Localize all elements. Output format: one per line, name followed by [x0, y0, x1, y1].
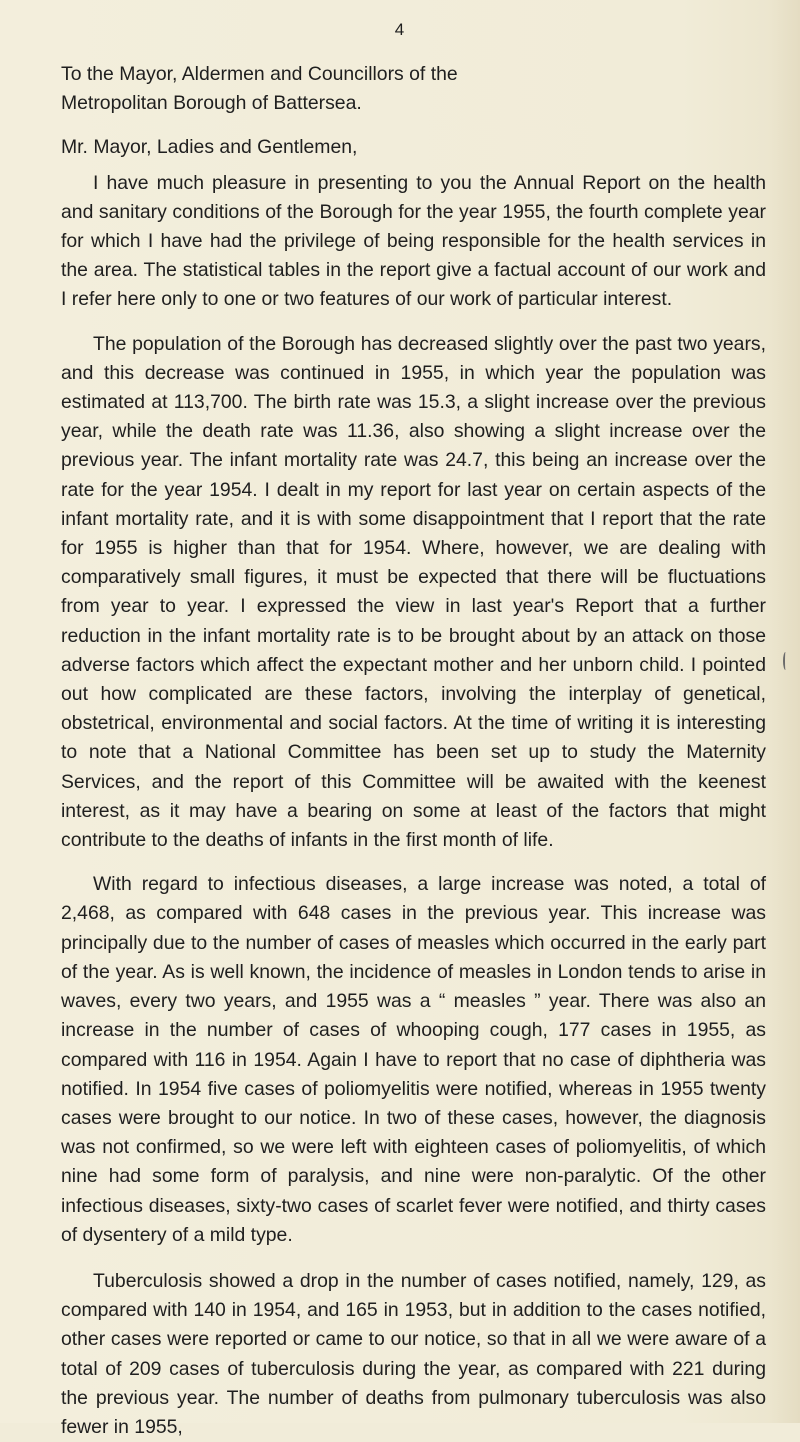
addressee-line-2: Metropolitan Borough of Battersea.	[61, 92, 362, 115]
margin-mark	[783, 652, 788, 670]
paragraph-tuberculosis: Tuberculosis showed a drop in the number of cases notified, namely, 129, as compared with 140 in 1954, and 165 in 1953, but in addition to the cases notified, other cases were reported or came to our notice, so that in all we were aware of a total of 209 cases of tuberculosis during the year, as compared with 221 during the previous year. The number of deaths from pulmonary tuberculosis was also fewer in 1955,	[61, 1269, 766, 1438]
addressee-line-1: To the Mayor, Aldermen and Councillors of the	[61, 63, 458, 85]
letter-body	[61, 60, 766, 1442]
paragraph-population: The population of the Borough has decreased slightly over the past two years, and this decrease was continued in 1955, in which year the population was estimated at 113,700. The birth rate was 15.3, a slight increase over the previous year, while the death rate was 11.36, also showing a slight increase over the previous year. The infant mortality rate was 24.7, this being an increase over the rate for the year 1954. I dealt in my report for last year on certain aspects of the infant mortality rate, and it is with some disappointment that I report that the rate for 1955 is higher than that for 1954. Where, however, we are dealing with comparatively small figures, it must be expected that there will be fluctuations from year to year. I expressed the view in last year's Report that a further reduction in the infant mortality rate is to be brought about by an attack on those adverse factors which affect the expectant mother and her unborn child. I pointed out how complicated are these factors, involving the interplay of genetical, obstetrical, environmental and social factors. At the time of writing it is interesting to note that a National Committee has been set up to study the Maternity Services, and the report of this Committee will be awaited with the keenest interest, as it may have a bearing on some at least of the factors that might contribute to the deaths of infants in the first month of life.	[61, 332, 766, 852]
salutation: Mr. Mayor, Ladies and Gentlemen,	[61, 136, 358, 159]
paragraph-infectious-diseases: With regard to infectious diseases, a large increase was noted, a total of 2,468, as compared with 648 cases in the previous year. This increase was principally due to the number of cases of measles which occurred in the early part of the year. As is well known, the incidence of measles in London tends to arise in waves, every two years, and 1955 was a “ measles ” year. There was also an increase in the number of cases of whooping cough, 177 cases in 1955, as compared with 116 in 1954. Again I have to report that no case of diphtheria was notified. In 1954 five cases of poliomyelitis were notified, whereas in 1955 twenty cases were brought to our notice. In two of these cases, however, the diagnosis was not confirmed, so we were left with eighteen cases of poliomyelitis, of which nine had some form of paralysis, and nine were non-paralytic. Of the other infectious diseases, sixty-two cases of scarlet fever were notified, and thirty cases of dysentery of a mild type.	[61, 873, 766, 1246]
paragraph-introduction: I have much pleasure in presenting to you the Annual Report on the health and sanitary conditions of the Borough for the year 1955, the fourth complete year for which I have had the privilege of being responsible for the health services in the area. The statistical tables in the report give a factual account of our work and I refer here only to one or two features of our work of particular interest.	[61, 171, 766, 311]
page-number: 4	[394, 20, 406, 39]
